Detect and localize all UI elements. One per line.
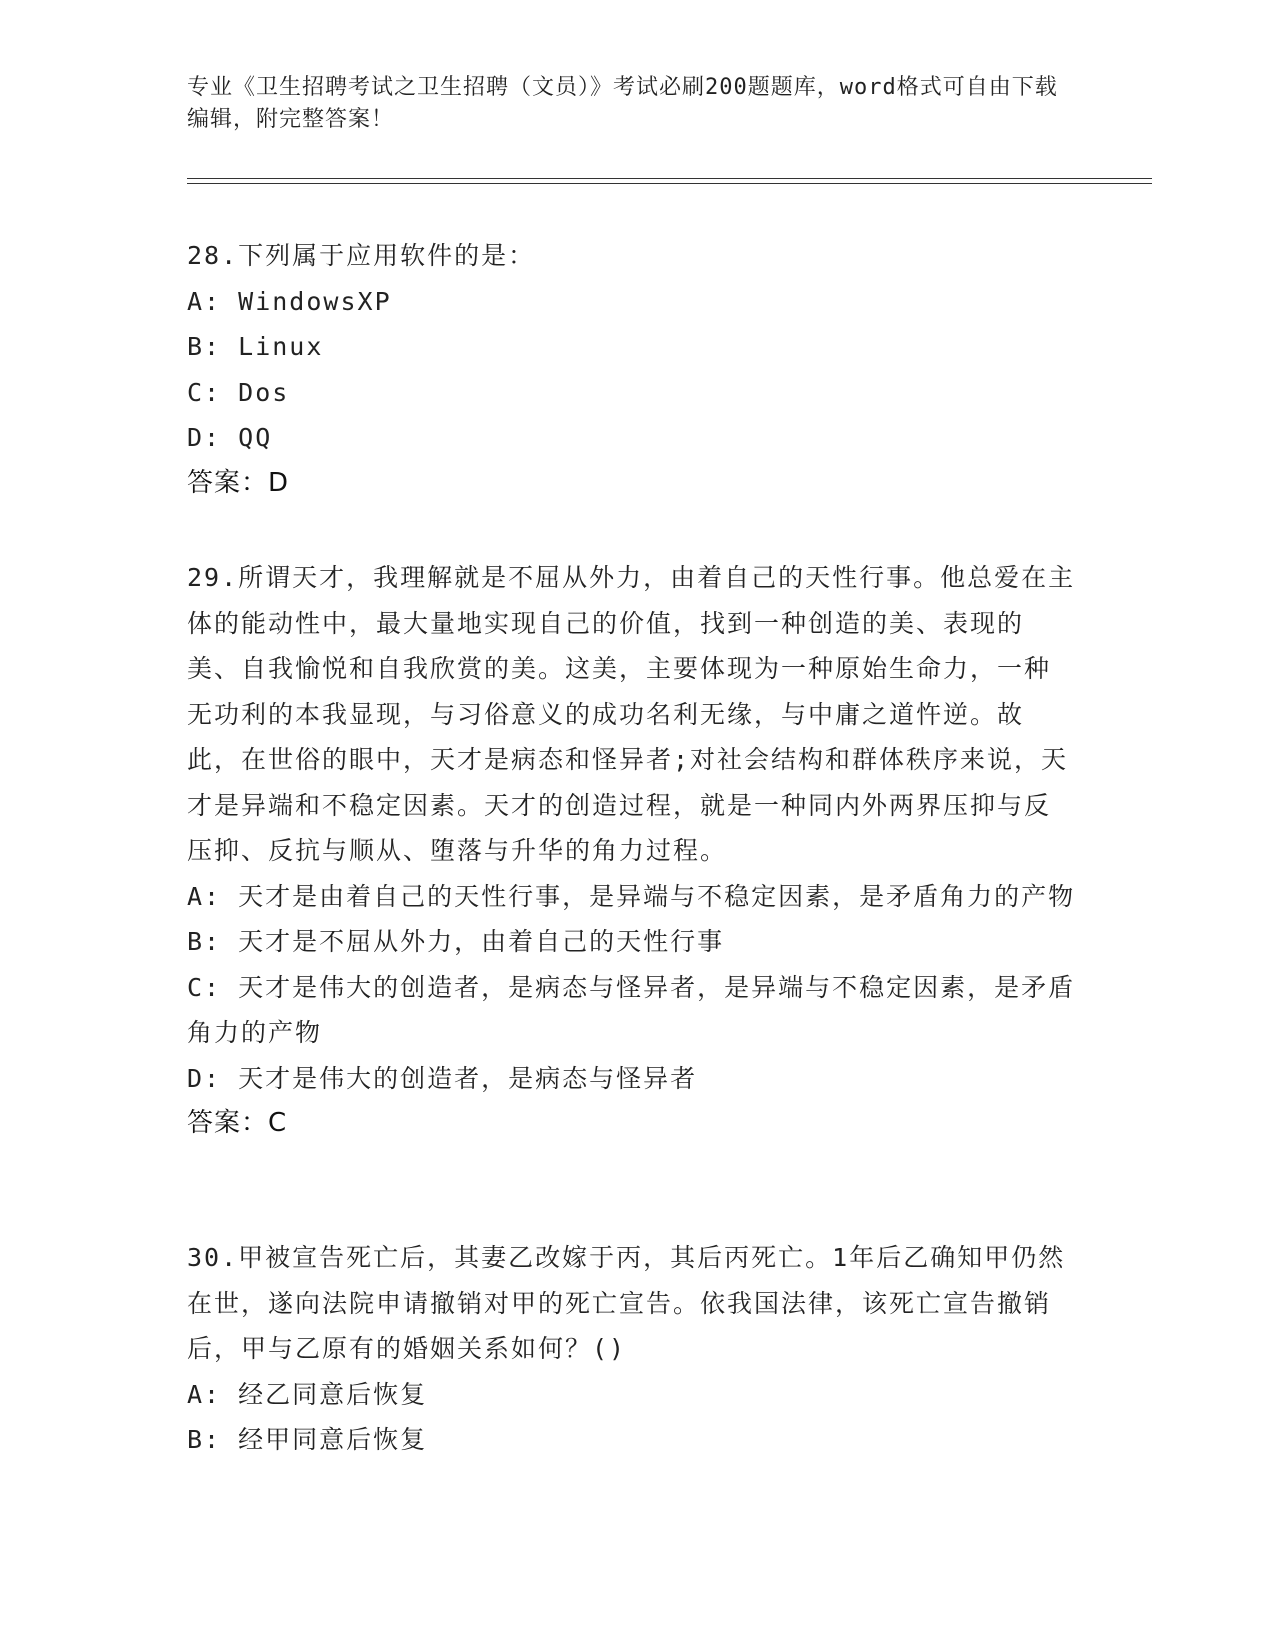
question-28 <box>187 233 1077 506</box>
option-d: D: 天才是伟大的创造者，是病态与怪异者 <box>187 1063 698 1093</box>
option-b: B: 经甲同意后恢复 <box>187 1425 428 1454</box>
answer-line: 答案：D <box>187 467 290 498</box>
header-divider-top <box>187 178 1152 179</box>
option-b: B: Linux <box>187 332 324 361</box>
question-29 <box>187 555 1077 1147</box>
question-stem: 28.下列属于应用软件的是： <box>187 241 536 270</box>
option-a: A: WindowsXP <box>187 286 392 316</box>
header-divider-bottom <box>187 183 1152 184</box>
document-header: 专业《卫生招聘考试之卫生招聘（文员）》考试必刷200题题库，word格式可自由下载编辑，附完整答案！ <box>187 75 1058 132</box>
answer-line: 答案：C <box>187 1108 288 1138</box>
option-c: C: Dos <box>187 377 290 407</box>
option-a: A: 经乙同意后恢复 <box>187 1379 428 1409</box>
option-b: B: 天才是不屈从外力，由着自己的天性行事 <box>187 927 725 956</box>
question-stem: 30.甲被宣告死亡后，其妻乙改嫁于丙，其后丙死亡。1年后乙确知甲仍然在世，遂向法院申请撤销对甲的死亡宣告。依我国法律，该死亡宣告撤销后，甲与乙原有的婚姻关系如何？() <box>187 1243 1066 1363</box>
option-d: D: QQ <box>187 423 273 452</box>
option-a: A: 天才是由着自己的天性行事，是异端与不稳定因素，是矛盾角力的产物 <box>187 881 1076 911</box>
question-30 <box>187 1235 1077 1463</box>
question-stem: 29.所谓天才，我理解就是不屈从外力，由着自己的天性行事。他总爱在主体的能动性中，最大量地实现自己的价值，找到一种创造的美、表现的美、自我愉悦和自我欣赏的美。这美，主要体现为一种原始生命力，一种无功利的本我显现，与习俗意义的成功名利无缘，与中庸之道忤逆。故此，在世俗的眼中，天才是病态和怪异者;对社会结构和群体秩序来说，天才是异端和不稳定因素。天才的创造过程，就是一种同内外两界压抑与反压抑、反抗与顺从、堕落与升华的角力过程。 <box>187 563 1076 865</box>
option-c: C: 天才是伟大的创造者，是病态与怪异者，是异端与不稳定因素，是矛盾角力的产物 <box>187 972 1076 1047</box>
